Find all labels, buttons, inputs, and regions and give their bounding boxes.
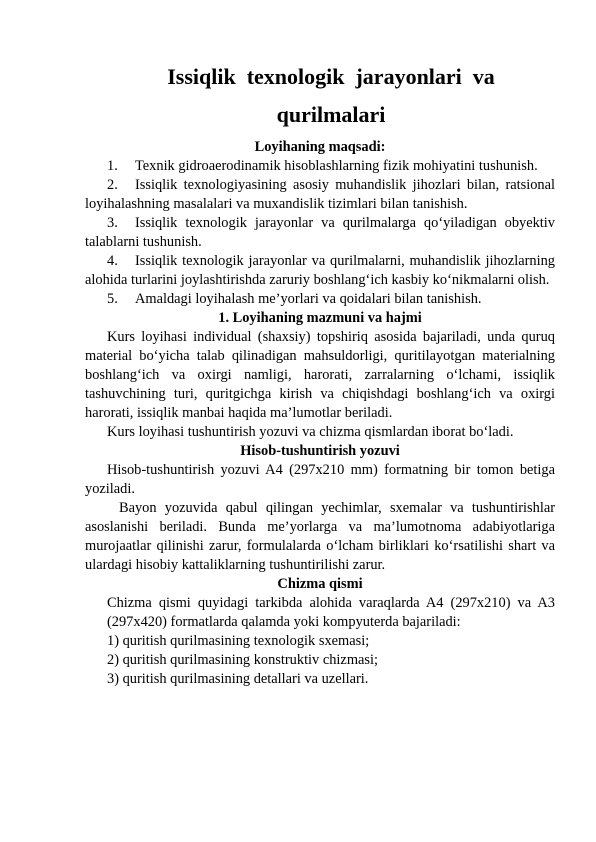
goal-item-4	[85, 252, 555, 290]
title-line-1: Issiqlik texnologik jarayonlari va	[167, 64, 495, 89]
goal-number: 3.	[107, 215, 118, 231]
section-1-heading: 1. Loyihaning mazmuni va hajmi	[218, 310, 422, 326]
document-body	[85, 58, 555, 689]
note-paragraph-1: Hisob-tushuntirish yozuvi A4 (297x210 mm) formatning bir tomon betiga yoziladi.	[85, 462, 555, 497]
goal-item-2	[85, 176, 555, 214]
goal-item-5	[85, 290, 555, 309]
goal-text: Issiqlik texnologik jarayonlar va qurilmalarga qo‘yiladigan obyektiv talablarni tushunish.	[85, 215, 555, 250]
goal-number: 1.	[107, 158, 118, 174]
goal-item-1	[85, 157, 555, 176]
title-line-2: qurilmalari	[276, 102, 386, 127]
note-paragraph-2: Bayon yozuvida qabul qilingan yechimlar, sxemalar va tushuntirishlar asoslanishi beriladi. Bunda me’yorlarga va ma’lumotnoma adabiyotlariga murojaatlar qilinishi zarur, formulalarda o‘lcham birliklari ko‘rsatilishi shart va ulardagi hisobiy kattaliklarning tushuntirilishi zarur.	[85, 500, 555, 573]
goal-item-3	[85, 214, 555, 252]
goal-number: 2.	[107, 177, 118, 193]
drawing-item-3: 3) quritish qurilmasining detallari va uzellari.	[107, 671, 369, 687]
goal-text: Issiqlik texnologik jarayonlar va qurilmalarni, muhandislik jihozlarning alohida turlarini joylashtirishda zaruriy boshlang‘ich kasbiy ko‘nikmalarni olish.	[85, 253, 555, 288]
document-title	[85, 58, 555, 134]
goal-text: Amaldagi loyihalash me’yorlari va qoidalari bilan tanishish.	[135, 291, 482, 307]
note-heading: Hisob-tushuntirish yozuvi	[240, 443, 400, 459]
section-1-paragraph-2: Kurs loyihasi tushuntirish yozuvi va chizma qismlardan iborat bo‘ladi.	[107, 424, 514, 440]
drawing-heading: Chizma qismi	[277, 576, 363, 592]
drawing-item-1: 1) quritish qurilmasining texnologik sxemasi;	[107, 633, 370, 649]
goals-heading: Loyihaning maqsadi:	[254, 139, 386, 155]
drawing-intro: Chizma qismi quyidagi tarkibda alohida varaqlarda A4 (297x210) va A3 (297x420) formatlarda qalamda yoki kompyuterda bajariladi:	[107, 595, 555, 630]
section-1-paragraph-1: Kurs loyihasi individual (shaxsiy) topshiriq asosida bajariladi, unda quruq material bo‘yicha talab qilinadigan mahsuldorligi, quritilayotgan materialning boshlang‘ich va oxirgi namligi, harorati, zarralarning o‘lchami, issiqlik tashuvchining turi, quritgichga kirish va chiqishdagi boshlang‘ich va oxirgi harorati, issiqlik manbai haqida ma’lumotlar beriladi.	[85, 329, 555, 421]
goal-number: 4.	[107, 253, 118, 269]
goal-text: Texnik gidroaerodinamik hisoblashlarning fizik mohiyatini tushunish.	[135, 158, 538, 174]
drawing-item-2: 2) quritish qurilmasining konstruktiv chizmasi;	[107, 652, 378, 668]
drawing-block	[85, 594, 555, 689]
goal-text: Issiqlik texnologiyasining asosiy muhandislik jihozlari bilan, ratsional loyihalashning masalalari va muxandislik tizimlari bilan tanishish.	[85, 177, 555, 212]
goal-number: 5.	[107, 291, 118, 307]
